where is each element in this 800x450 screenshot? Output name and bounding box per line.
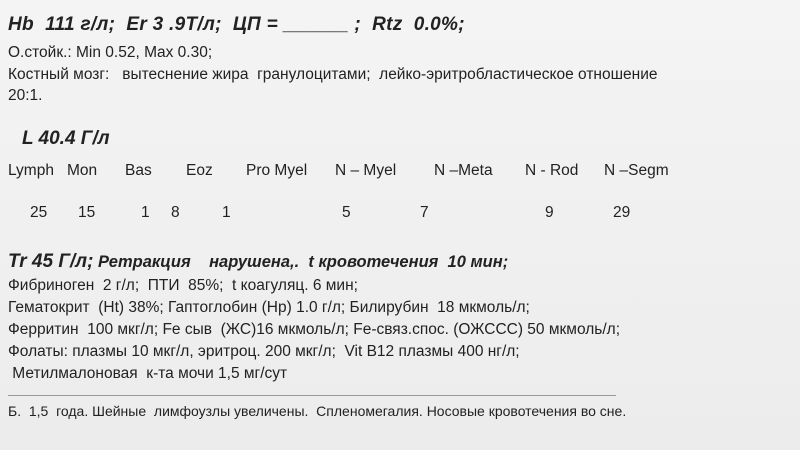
bone-marrow-line: Костный мозг: вытеснение жира гранулоцитами; лейко-эритробластическое отношение [8,66,658,83]
platelet-line [8,251,508,273]
value-bas: 1 [141,204,150,221]
header-mon: Mon [67,162,98,179]
header-n-myel: N – Myel [335,162,397,179]
clinical-note: Б. 1,5 года. Шейные лимфоузлы увеличены. Спленомегалия. Носовые кровотечения во сне. [8,403,627,419]
header-eoz: Eoz [186,162,213,179]
header-bas: Bas [125,162,152,179]
header-n-segm: N –Segm [604,162,669,179]
methylmalonic-line: Метилмалоновая к-та мочи 1,5 мг/сут [8,365,288,382]
hematocrit-line: Гематокрит (Ht) 38%; Гаптоглобин (Hp) 1.0 г/л; Билирубин 18 мкмоль/л; [8,299,530,316]
platelet-count: Tr 45 Г/л; [8,251,94,272]
header-lymph: Lymph [8,162,54,179]
value-lymph: 25 [30,204,48,221]
iron-line: Ферритин 100 мкг/л; Fe сыв (ЖС)16 мкмоль/л; Fe-связ.спос. (ОЖССС) 50 мкмоль/л; [8,321,621,338]
divider [8,395,616,396]
coagulation-line: Фибриноген 2 г/л; ПТИ 85%; t коагуляц. 6 мин; [8,277,358,294]
value-n-myel: 5 [342,204,351,221]
header-n-rod: N - Rod [525,162,579,179]
header-pro-myel: Pro Myel [246,162,308,179]
value-n-rod: 9 [545,204,554,221]
retraction-bleeding-time: Ретракция нарушена,. t кровотечения 10 мин; [93,253,509,271]
value-mon: 15 [78,204,96,221]
bone-marrow-ratio-line: 20:1. [8,87,43,104]
value-n-meta: 7 [420,204,429,221]
value-eoz: 8 [171,204,180,221]
leukocyte-count: L 40.4 Г/л [22,128,110,149]
blood-count-line: Hb 111 г/л; Er 3 .9Т/л; ЦП = ______ ; Rtz 0.0%; [8,14,465,35]
value-n-segm: 29 [613,204,631,221]
osmotic-resistance-line: О.стойк.: Min 0.52, Max 0.30; [8,44,213,61]
value-pro-myel: 1 [222,204,231,221]
folate-b12-line: Фолаты: плазмы 10 мкг/л, эритроц. 200 мкг/л; Vit B12 плазмы 400 нг/л; [8,343,520,360]
header-n-meta: N –Meta [434,162,493,179]
